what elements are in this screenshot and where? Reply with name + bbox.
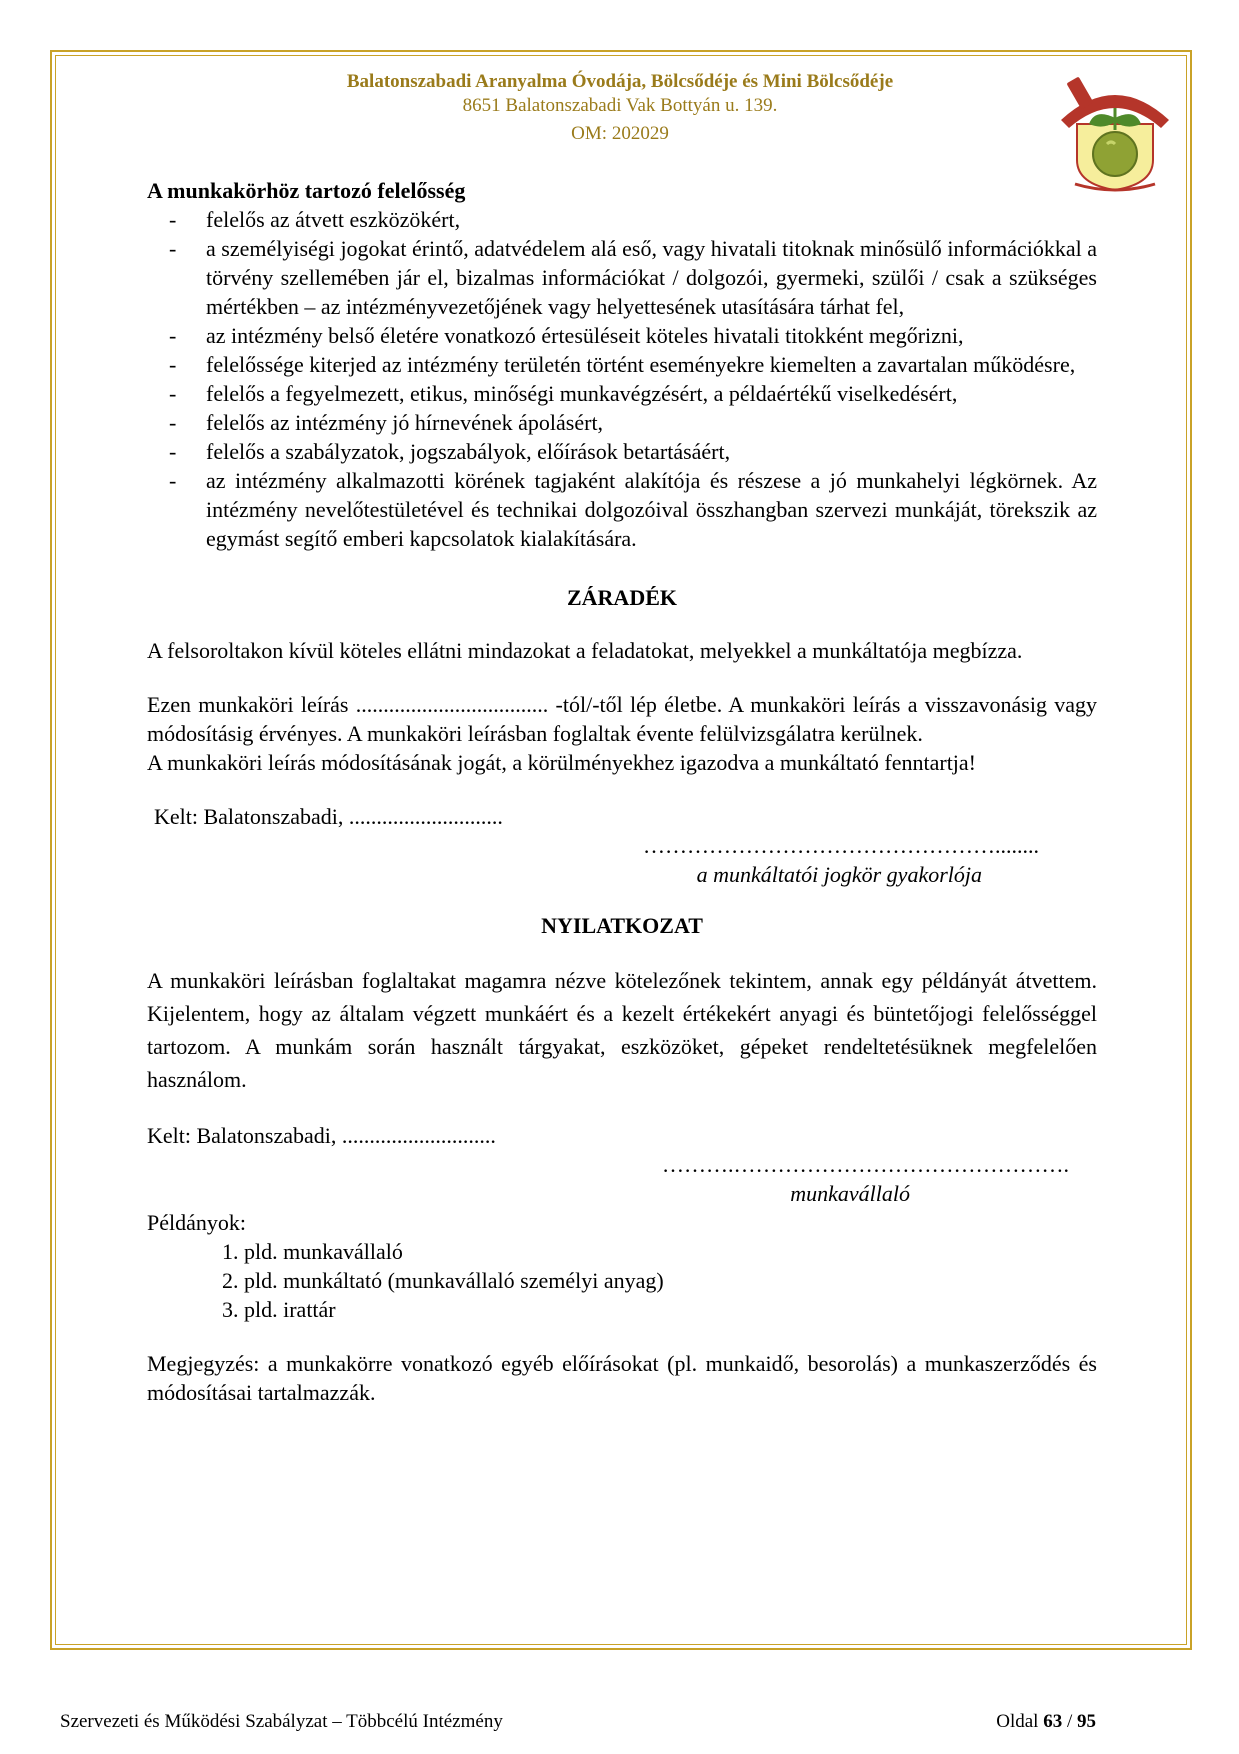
page-prefix: Oldal [996,1711,1044,1732]
copies-list [147,1237,1097,1324]
responsibility-heading: A munkakörhöz tartozó felelősség [147,178,466,203]
list-item: - felelős az intézmény jó hírnevének ápolásért, [147,408,1097,437]
zaradek-paragraph-3: A munkaköri leírás módosításának jogát, a körülményekhez igazodva a munkáltató fenntartja! [147,750,977,775]
employee-signature-line: ……….………………………………………. [662,1152,1069,1177]
list-item: - felelős az átvett eszközökért, [147,205,1097,234]
institution-address: 8651 Balatonszabadi Vak Bottyán u. 139. [462,95,778,116]
footer-title: Szervezeti és Működési Szabályzat – Többcélú Intézmény [60,1711,503,1732]
list-item: - felelőssége kiterjed az intézmény területén történt eseményekre kiemelten a zavartalan működésre, [147,350,1097,379]
note-paragraph: Megjegyzés: a munkakörre vonatkozó egyéb előírásokat (pl. munkaidő, besorolás) a munkaszerződés és módosításai tartalmazzák. [147,1351,1097,1405]
letterhead [200,70,1040,146]
responsibility-list [147,205,1097,553]
employee-signature-label: munkavállaló [790,1181,910,1206]
zaradek-paragraph-2: Ezen munkaköri leírás ................................... -tól/-től lép életbe. A munkaköri leírás a visszavonásig vagy módosításig érvényes. A munkaköri leírásban foglaltak évente felülvizsgálatra kerülnek. [147,692,1097,746]
document-body [147,176,1097,1407]
institution-om: OM: 202029 [571,123,669,144]
page-total: 95 [1077,1711,1096,1732]
employer-signature-line: …………………………………………........ [643,833,1039,858]
employer-signature-label: a munkáltatói jogkör gyakorlója [696,862,982,887]
list-item: 1. pld. munkavállaló [222,1239,403,1264]
zaradek-paragraph-1: A felsoroltakon kívül köteles ellátni mindazokat a feladatokat, melyekkel a munkáltatója megbízza. [147,638,1023,663]
page-separator: / [1062,1711,1077,1732]
list-item: - a személyiségi jogokat érintő, adatvédelem alá eső, vagy hivatali titoknak minősülő információkkal a törvény szellemében jár el, bizalmas információkat / dolgozói, gyermeki, szülői / csak a szükséges mértékben – az intézményvezetőjének vagy helyettesének utasítására tárhat fel, [147,234,1097,321]
list-item: 3. pld. irattár [222,1297,336,1322]
list-item: 2. pld. munkáltató (munkavállaló személyi anyag) [222,1268,664,1293]
institution-name: Balatonszabadi Aranyalma Óvodája, Bölcsődéje és Mini Bölcsődéje [346,71,894,92]
zaradek-title: ZÁRADÉK [566,585,677,610]
nyilatkozat-title: NYILATKOZAT [541,913,703,938]
copies-label: Példányok: [147,1210,246,1235]
list-item: - az intézmény alkalmazotti körének tagjaként alakítója és részese a jó munkahelyi légkörnek. Az intézmény nevelőtestületével és technikai dolgozóival összhangban szervezi munkáját, törekszik az egymást segítő emberi kapcsolatok kialakítására. [147,466,1097,553]
list-item: - felelős a fegyelmezett, etikus, minőségi munkavégzésért, a példaértékű viselkedésért, [147,379,1097,408]
page-current: 63 [1043,1711,1063,1732]
zaradek-kelt: Kelt: Balatonszabadi, ............................ [154,804,503,829]
list-item: - az intézmény belső életére vonatkozó értesüléseit köteles hivatali titokként megőrizni, [147,321,1097,350]
nyilatkozat-kelt: Kelt: Balatonszabadi, ............................ [147,1123,496,1148]
nyilatkozat-paragraph: A munkaköri leírásban foglaltakat magamra nézve kötelezőnek tekintem, annak egy példányát átvettem. Kijelentem, hogy az általam végzett munkáért és a kezelt értékekért anyagi és büntetőjogi felelősséggel tartozom. A munkám során használt tárgyakat, eszközöket, gépeket rendeltetésüknek megfelelően használom. [147,968,1097,1092]
page-number [996,1711,1096,1733]
list-item: - felelős a szabályzatok, jogszabályok, előírások betartásáért, [147,437,1097,466]
